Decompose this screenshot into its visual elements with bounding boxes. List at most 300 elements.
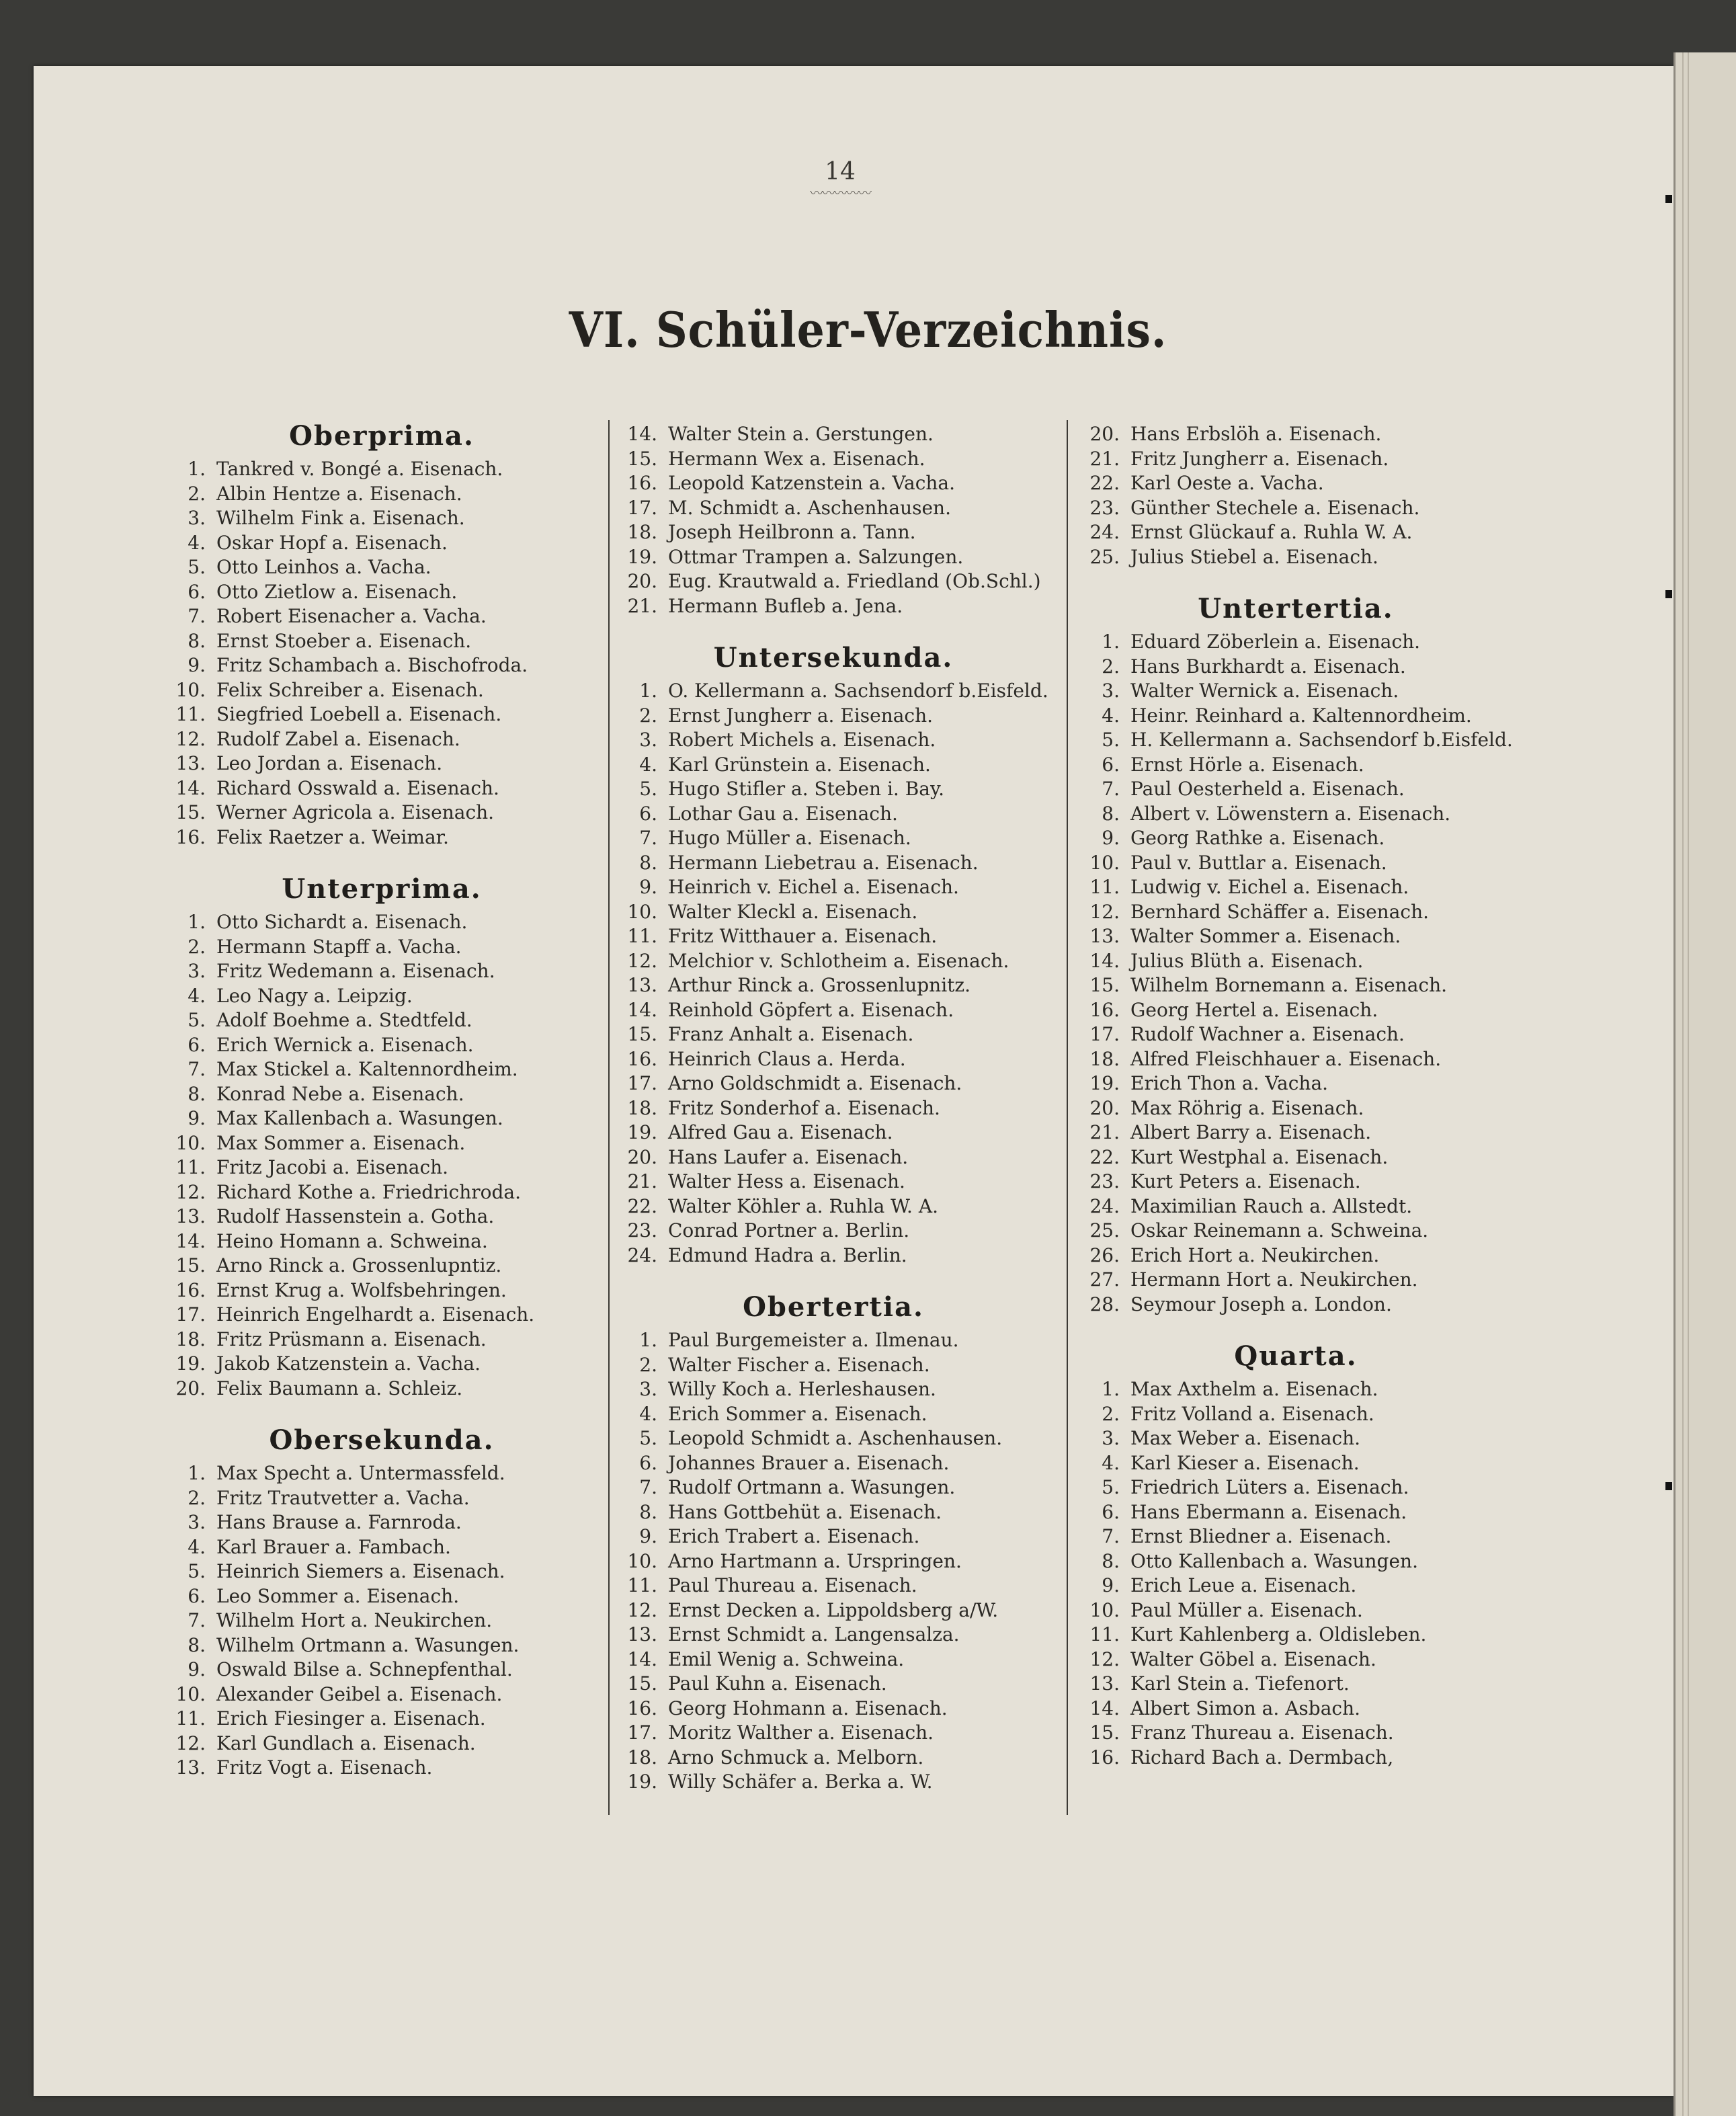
entry-number: 21. bbox=[627, 594, 657, 617]
student-entry bbox=[1087, 1475, 1504, 1500]
entry-number: 10. bbox=[175, 678, 206, 701]
student-name: Wilhelm Fink a. Eisenach. bbox=[216, 507, 465, 529]
student-entry bbox=[173, 1732, 590, 1756]
student-entry bbox=[173, 1180, 590, 1205]
student-name: Moritz Walther a. Eisenach. bbox=[668, 1721, 934, 1744]
entry-number: 1. bbox=[639, 1329, 657, 1351]
student-name: Friedrich Lüters a. Eisenach. bbox=[1130, 1476, 1409, 1498]
student-name: Hugo Müller a. Eisenach. bbox=[668, 827, 911, 849]
student-entry bbox=[1087, 1219, 1504, 1244]
student-name: Albert Barry a. Eisenach. bbox=[1130, 1121, 1372, 1143]
student-entry bbox=[625, 1770, 1042, 1795]
student-entry bbox=[173, 1131, 590, 1156]
student-entry bbox=[173, 1033, 590, 1058]
student-name: Walter Stein a. Gerstungen. bbox=[668, 423, 934, 445]
student-entry bbox=[1087, 655, 1504, 680]
entry-number: 19. bbox=[627, 1771, 657, 1793]
student-name: Ernst Glückauf a. Ruhla W. A. bbox=[1130, 521, 1413, 543]
student-name: Ernst Stoeber a. Eisenach. bbox=[216, 629, 472, 652]
student-name: Joseph Heilbronn a. Tann. bbox=[668, 521, 916, 543]
entry-number: 9. bbox=[1102, 1574, 1120, 1596]
student-entry bbox=[1087, 753, 1504, 778]
student-column-3 bbox=[1087, 415, 1513, 1770]
student-name: Max Sommer a. Eisenach. bbox=[216, 1131, 466, 1154]
student-entry bbox=[1087, 1500, 1504, 1525]
entry-number: 21. bbox=[1089, 1121, 1120, 1143]
entry-number: 7. bbox=[188, 605, 206, 627]
entry-number: 12. bbox=[627, 949, 657, 972]
student-name: Karl Stein a. Tiefenort. bbox=[1130, 1672, 1350, 1695]
student-entry bbox=[625, 679, 1048, 704]
student-entry bbox=[625, 851, 1042, 876]
entry-number: 20. bbox=[175, 1377, 206, 1399]
student-name: Kurt Kahlenberg a. Oldisleben. bbox=[1130, 1623, 1427, 1645]
entry-number: 13. bbox=[175, 1205, 206, 1227]
student-entry bbox=[625, 973, 1042, 998]
student-name: Willy Koch a. Herleshausen. bbox=[668, 1378, 936, 1400]
student-name: Hugo Stifler a. Steben i. Bay. bbox=[668, 778, 945, 800]
student-name: Reinhold Göpfert a. Eisenach. bbox=[668, 998, 954, 1021]
student-entry bbox=[1087, 1623, 1504, 1647]
entry-number: 19. bbox=[627, 545, 657, 568]
entry-number: 14. bbox=[627, 1647, 657, 1670]
student-name: Albert Simon a. Asbach. bbox=[1130, 1697, 1361, 1719]
student-name: Georg Hertel a. Eisenach. bbox=[1130, 998, 1378, 1021]
student-entry bbox=[625, 1244, 1042, 1268]
student-entry bbox=[625, 1672, 1042, 1697]
student-name: Otto Kallenbach a. Wasungen. bbox=[1130, 1549, 1418, 1572]
student-entry bbox=[173, 727, 590, 752]
entry-number: 1. bbox=[188, 1462, 206, 1484]
student-name: Albert v. Löwenstern a. Eisenach. bbox=[1130, 802, 1451, 825]
student-name: Alfred Gau a. Eisenach. bbox=[668, 1121, 893, 1143]
student-entry bbox=[173, 1584, 590, 1609]
student-entry bbox=[625, 1524, 1042, 1549]
entry-number: 16. bbox=[627, 472, 657, 494]
entry-number: 6. bbox=[188, 580, 206, 603]
entry-number: 15. bbox=[627, 447, 657, 470]
student-name: Fritz Jungherr a. Eisenach. bbox=[1130, 447, 1389, 470]
column-divider bbox=[608, 420, 610, 1815]
student-name: Max Axthelm a. Eisenach. bbox=[1130, 1378, 1378, 1400]
student-name: Rudolf Ortmann a. Wasungen. bbox=[668, 1476, 956, 1498]
student-entry bbox=[625, 826, 1042, 851]
entry-number: 3. bbox=[1102, 1427, 1120, 1449]
student-entry bbox=[625, 1623, 1042, 1647]
student-entry bbox=[625, 1598, 1042, 1623]
student-name: Fritz Sonderhof a. Eisenach. bbox=[668, 1096, 940, 1119]
student-entry bbox=[1087, 875, 1504, 900]
entry-number: 2. bbox=[1102, 655, 1120, 678]
student-entry bbox=[173, 751, 590, 776]
student-entry bbox=[625, 1353, 1042, 1378]
student-entry bbox=[173, 604, 590, 629]
student-name: Heinr. Reinhard a. Kaltennordheim. bbox=[1130, 704, 1472, 727]
student-entry bbox=[625, 1402, 1042, 1427]
student-name: Ernst Hörle a. Eisenach. bbox=[1130, 753, 1364, 776]
entry-number: 6. bbox=[1102, 1500, 1120, 1523]
student-name: Arno Goldschmidt a. Eisenach. bbox=[668, 1072, 962, 1094]
entry-number: 8. bbox=[1102, 802, 1120, 825]
entry-number: 5. bbox=[188, 556, 206, 578]
student-entry bbox=[173, 825, 590, 850]
entry-number: 6. bbox=[1102, 753, 1120, 776]
student-name: Julius Stiebel a. Eisenach. bbox=[1130, 545, 1378, 568]
student-entry bbox=[1087, 1598, 1504, 1623]
student-name: Richard Osswald a. Eisenach. bbox=[216, 776, 499, 799]
student-entry bbox=[173, 1377, 590, 1401]
entry-number: 14. bbox=[627, 423, 657, 445]
entry-number: 9. bbox=[639, 876, 657, 898]
student-name: Walter Köhler a. Ruhla W. A. bbox=[668, 1194, 938, 1217]
student-entry bbox=[625, 900, 1042, 925]
student-name: Eug. Krautwald a. Friedland (Ob.Schl.) bbox=[668, 570, 1041, 592]
entry-number: 12. bbox=[1089, 900, 1120, 923]
entry-number: 17. bbox=[175, 1303, 206, 1326]
student-entry bbox=[173, 910, 590, 935]
entry-number: 3. bbox=[188, 507, 206, 529]
student-name: Emil Wenig a. Schweina. bbox=[668, 1647, 905, 1670]
student-entry bbox=[173, 776, 590, 801]
class-section bbox=[173, 850, 590, 1401]
student-entry bbox=[173, 457, 590, 482]
student-name: Paul Müller a. Eisenach. bbox=[1130, 1598, 1363, 1621]
student-name: Willy Schäfer a. Berka a. W. bbox=[668, 1771, 933, 1793]
entry-number: 7. bbox=[1102, 778, 1120, 800]
student-name: Maximilian Rauch a. Allstedt. bbox=[1130, 1194, 1413, 1217]
student-entry bbox=[173, 1535, 590, 1560]
student-entry bbox=[1087, 777, 1504, 802]
student-entry bbox=[625, 594, 1042, 619]
page-number-ornament: 〰〰〰〰〰 bbox=[810, 185, 870, 201]
student-entry bbox=[625, 1697, 1042, 1721]
entry-number: 13. bbox=[1089, 925, 1120, 947]
student-name: Heino Homann a. Schweina. bbox=[216, 1229, 488, 1252]
entry-number: 28. bbox=[1089, 1293, 1120, 1315]
student-name: Erich Sommer a. Eisenach. bbox=[668, 1402, 927, 1425]
student-name: Robert Eisenacher a. Vacha. bbox=[216, 605, 487, 627]
student-entry bbox=[1087, 1524, 1504, 1549]
student-name: Karl Gundlach a. Eisenach. bbox=[216, 1732, 476, 1754]
binding-mark bbox=[1665, 195, 1672, 203]
student-name: Fritz Trautvetter a. Vacha. bbox=[216, 1486, 470, 1509]
entry-number: 10. bbox=[627, 900, 657, 923]
entry-number: 11. bbox=[1089, 876, 1120, 898]
student-entry bbox=[625, 447, 1042, 472]
student-name: Walter Kleckl a. Eisenach. bbox=[668, 900, 918, 923]
entry-number: 17. bbox=[627, 1721, 657, 1744]
student-entry bbox=[625, 1549, 1042, 1574]
student-name: Ernst Schmidt a. Langensalza. bbox=[668, 1623, 960, 1645]
entry-number: 1. bbox=[188, 911, 206, 933]
entry-number: 2. bbox=[188, 1486, 206, 1509]
binding-mark bbox=[1665, 1482, 1672, 1490]
student-name: Rudolf Hassenstein a. Gotha. bbox=[216, 1205, 495, 1227]
student-entry bbox=[173, 629, 590, 654]
student-entry bbox=[1087, 1377, 1504, 1402]
student-entry bbox=[625, 728, 1042, 753]
class-heading: Obersekunda. bbox=[269, 1424, 495, 1456]
student-name: Erich Wernick a. Eisenach. bbox=[216, 1033, 474, 1056]
student-name: Paul v. Buttlar a. Eisenach. bbox=[1130, 851, 1387, 874]
entry-number: 8. bbox=[639, 1500, 657, 1523]
student-name: Oswald Bilse a. Schnepfenthal. bbox=[216, 1658, 513, 1680]
entry-number: 17. bbox=[627, 496, 657, 519]
entry-number: 13. bbox=[627, 1623, 657, 1645]
student-name: Leopold Schmidt a. Aschenhausen. bbox=[668, 1427, 1003, 1449]
student-name: Walter Hess a. Eisenach. bbox=[668, 1170, 905, 1192]
entry-number: 1. bbox=[639, 680, 657, 702]
student-entry bbox=[1087, 1721, 1504, 1746]
entry-number: 2. bbox=[1102, 1402, 1120, 1425]
student-entry bbox=[173, 1510, 590, 1535]
student-name: Otto Leinhos a. Vacha. bbox=[216, 556, 431, 578]
student-name: Erich Leue a. Eisenach. bbox=[1130, 1574, 1357, 1596]
student-name: Oskar Reinemann a. Schweina. bbox=[1130, 1219, 1429, 1242]
entry-number: 6. bbox=[639, 1451, 657, 1474]
student-name: Kurt Peters a. Eisenach. bbox=[1130, 1170, 1361, 1192]
student-entry bbox=[625, 1194, 1042, 1219]
student-entry bbox=[173, 1155, 590, 1180]
entry-number: 5. bbox=[1102, 1476, 1120, 1498]
student-entry bbox=[173, 1205, 590, 1229]
class-heading: Unterprima. bbox=[282, 873, 482, 905]
student-name: Hans Laufer a. Eisenach. bbox=[668, 1145, 909, 1168]
student-entry bbox=[1087, 900, 1504, 925]
student-entry bbox=[173, 1352, 590, 1377]
student-entry bbox=[173, 959, 590, 984]
student-entry bbox=[1087, 679, 1504, 704]
student-name: Bernhard Schäffer a. Eisenach. bbox=[1130, 900, 1430, 923]
student-name: Jakob Katzenstein a. Vacha. bbox=[216, 1352, 481, 1375]
student-entry bbox=[625, 924, 1042, 949]
entry-number: 5. bbox=[188, 1560, 206, 1582]
column-divider bbox=[1067, 420, 1068, 1815]
student-name: Paul Burgemeister a. Ilmenau. bbox=[668, 1329, 959, 1351]
student-name: Johannes Brauer a. Eisenach. bbox=[668, 1451, 950, 1474]
student-name: Hans Ebermann a. Eisenach. bbox=[1130, 1500, 1407, 1523]
student-entry bbox=[625, 1145, 1042, 1170]
entry-number: 23. bbox=[1089, 496, 1120, 519]
student-entry bbox=[1087, 728, 1513, 753]
entry-number: 10. bbox=[1089, 1598, 1120, 1621]
student-entry bbox=[1087, 1647, 1504, 1672]
student-name: Franz Thureau a. Eisenach. bbox=[1130, 1721, 1394, 1744]
student-name: Kurt Westphal a. Eisenach. bbox=[1130, 1145, 1389, 1168]
student-entry bbox=[1087, 1145, 1504, 1170]
entry-number: 15. bbox=[1089, 974, 1120, 996]
student-entry bbox=[1087, 545, 1504, 570]
student-entry bbox=[625, 777, 1042, 802]
student-name: H. Kellermann a. Sachsendorf b.Eisfeld. bbox=[1130, 729, 1513, 751]
student-name: Erich Fiesinger a. Eisenach. bbox=[216, 1707, 486, 1730]
student-entry bbox=[173, 580, 590, 605]
student-entry bbox=[625, 753, 1042, 778]
entry-number: 5. bbox=[639, 778, 657, 800]
student-name: Hermann Wex a. Eisenach. bbox=[668, 447, 925, 470]
student-name: Fritz Jacobi a. Eisenach. bbox=[216, 1156, 449, 1178]
student-entry bbox=[1087, 704, 1504, 729]
entry-number: 6. bbox=[188, 1584, 206, 1607]
entry-number: 17. bbox=[627, 1072, 657, 1094]
entry-number: 7. bbox=[639, 827, 657, 849]
student-entry bbox=[625, 1328, 1042, 1353]
entry-number: 2. bbox=[639, 1353, 657, 1376]
entry-number: 22. bbox=[1089, 1145, 1120, 1168]
student-entry bbox=[173, 984, 590, 1009]
student-name: Günther Stechele a. Eisenach. bbox=[1130, 496, 1420, 519]
entry-number: 24. bbox=[1089, 1194, 1120, 1217]
student-name: Lothar Gau a. Eisenach. bbox=[668, 802, 898, 825]
entry-number: 23. bbox=[1089, 1170, 1120, 1192]
entry-number: 11. bbox=[1089, 1623, 1120, 1645]
entry-number: 14. bbox=[1089, 949, 1120, 972]
entry-number: 2. bbox=[188, 482, 206, 505]
class-section bbox=[625, 415, 1042, 618]
student-name: Walter Fischer a. Eisenach. bbox=[668, 1353, 930, 1376]
entry-number: 9. bbox=[188, 1107, 206, 1129]
entry-number: 14. bbox=[175, 776, 206, 799]
entry-number: 20. bbox=[1089, 1096, 1120, 1119]
entry-number: 11. bbox=[627, 1574, 657, 1596]
student-name: Ludwig v. Eichel a. Eisenach. bbox=[1130, 876, 1409, 898]
entry-number: 7. bbox=[188, 1058, 206, 1080]
student-entry bbox=[173, 1254, 590, 1278]
entry-number: 25. bbox=[1089, 545, 1120, 568]
student-entry bbox=[173, 1461, 590, 1486]
student-entry bbox=[173, 801, 590, 825]
student-entry bbox=[1087, 1121, 1504, 1145]
student-entry bbox=[173, 1609, 590, 1633]
student-name: Erich Hort a. Neukirchen. bbox=[1130, 1244, 1380, 1266]
entry-number: 22. bbox=[1089, 472, 1120, 494]
student-name: Ernst Jungherr a. Eisenach. bbox=[668, 704, 934, 727]
student-entry bbox=[1087, 630, 1504, 655]
entry-number: 11. bbox=[175, 703, 206, 725]
student-name: Wilhelm Ortmann a. Wasungen. bbox=[216, 1633, 520, 1656]
student-name: Paul Oesterheld a. Eisenach. bbox=[1130, 778, 1405, 800]
class-section bbox=[173, 1401, 590, 1781]
entry-number: 4. bbox=[639, 753, 657, 776]
student-name: Fritz Witthauer a. Eisenach. bbox=[668, 925, 938, 947]
student-entry bbox=[1087, 1071, 1504, 1096]
student-name: Adolf Boehme a. Stedtfeld. bbox=[216, 1009, 472, 1031]
entry-number: 21. bbox=[627, 1170, 657, 1192]
student-entry bbox=[625, 545, 1042, 570]
student-name: Fritz Schambach a. Bischofroda. bbox=[216, 654, 528, 676]
entry-number: 3. bbox=[188, 960, 206, 982]
student-entry bbox=[1087, 973, 1504, 998]
entry-number: 12. bbox=[175, 1732, 206, 1754]
entry-number: 9. bbox=[188, 654, 206, 676]
student-name: Ernst Krug a. Wolfsbehringen. bbox=[216, 1278, 507, 1301]
student-name: Leo Sommer a. Eisenach. bbox=[216, 1584, 460, 1607]
student-entry bbox=[625, 520, 1042, 545]
entry-number: 14. bbox=[1089, 1697, 1120, 1719]
student-entry bbox=[1087, 447, 1504, 472]
entry-number: 12. bbox=[175, 727, 206, 750]
student-entry bbox=[625, 1721, 1042, 1746]
entry-number: 8. bbox=[188, 1082, 206, 1105]
student-entry bbox=[1087, 496, 1504, 521]
student-name: Arno Rinck a. Grossenlupntiz. bbox=[216, 1254, 502, 1276]
student-name: Werner Agricola a. Eisenach. bbox=[216, 801, 495, 823]
entry-number: 18. bbox=[1089, 1047, 1120, 1070]
student-name: Hermann Bufleb a. Jena. bbox=[668, 594, 903, 617]
student-entry bbox=[625, 1426, 1042, 1451]
student-entry bbox=[625, 1475, 1042, 1500]
entry-number: 9. bbox=[639, 1525, 657, 1547]
student-entry bbox=[625, 1647, 1042, 1672]
entry-number: 19. bbox=[175, 1352, 206, 1375]
student-entry bbox=[625, 569, 1042, 594]
student-entry bbox=[625, 802, 1042, 827]
student-name: Seymour Joseph a. London. bbox=[1130, 1293, 1392, 1315]
entry-number: 8. bbox=[639, 851, 657, 874]
student-entry bbox=[1087, 1549, 1504, 1574]
entry-number: 19. bbox=[627, 1121, 657, 1143]
student-name: Karl Oeste a. Vacha. bbox=[1130, 472, 1324, 494]
entry-number: 4. bbox=[188, 531, 206, 554]
student-entry bbox=[625, 1500, 1042, 1525]
student-name: Alexander Geibel a. Eisenach. bbox=[216, 1682, 503, 1705]
student-entry bbox=[173, 653, 590, 678]
student-entry bbox=[1087, 1672, 1504, 1697]
entry-number: 16. bbox=[1089, 1746, 1120, 1768]
student-entry bbox=[173, 1229, 590, 1254]
student-entry bbox=[1087, 1746, 1504, 1771]
entry-number: 18. bbox=[627, 521, 657, 543]
entry-number: 5. bbox=[639, 1427, 657, 1449]
student-entry bbox=[173, 1658, 590, 1682]
student-entry bbox=[625, 1746, 1042, 1771]
student-name: Otto Sichardt a. Eisenach. bbox=[216, 911, 468, 933]
class-heading: Untersekunda. bbox=[713, 642, 954, 674]
entry-number: 12. bbox=[1089, 1647, 1120, 1670]
student-entry bbox=[625, 422, 1042, 447]
student-name: Melchior v. Schlotheim a. Eisenach. bbox=[668, 949, 1009, 972]
student-entry bbox=[1087, 1574, 1504, 1598]
student-entry bbox=[1087, 1244, 1504, 1268]
student-entry bbox=[173, 1278, 590, 1303]
entry-number: 13. bbox=[1089, 1672, 1120, 1695]
entry-number: 1. bbox=[1102, 630, 1120, 653]
student-name: Hermann Stapff a. Vacha. bbox=[216, 935, 462, 958]
student-entry bbox=[173, 1106, 590, 1131]
entry-number: 14. bbox=[175, 1229, 206, 1252]
student-entry bbox=[1087, 1451, 1504, 1476]
class-heading: Untertertia. bbox=[1198, 593, 1394, 624]
entry-number: 13. bbox=[175, 1756, 206, 1779]
entry-number: 24. bbox=[1089, 521, 1120, 543]
entry-number: 7. bbox=[639, 1476, 657, 1498]
class-section bbox=[625, 618, 1048, 1268]
student-name: Robert Michels a. Eisenach. bbox=[668, 729, 936, 751]
entry-number: 11. bbox=[627, 925, 657, 947]
student-column-1 bbox=[173, 415, 590, 1781]
entry-number: 19. bbox=[1089, 1072, 1120, 1094]
class-section bbox=[1087, 1317, 1504, 1770]
entry-number: 15. bbox=[1089, 1721, 1120, 1744]
student-name: Leo Nagy a. Leipzig. bbox=[216, 984, 413, 1007]
entry-number: 26. bbox=[1089, 1244, 1120, 1266]
entry-number: 9. bbox=[1102, 827, 1120, 849]
student-name: Heinrich Siemers a. Eisenach. bbox=[216, 1560, 505, 1582]
student-entry bbox=[173, 1328, 590, 1352]
entry-number: 21. bbox=[1089, 447, 1120, 470]
entry-number: 24. bbox=[627, 1244, 657, 1266]
entry-number: 14. bbox=[627, 998, 657, 1021]
